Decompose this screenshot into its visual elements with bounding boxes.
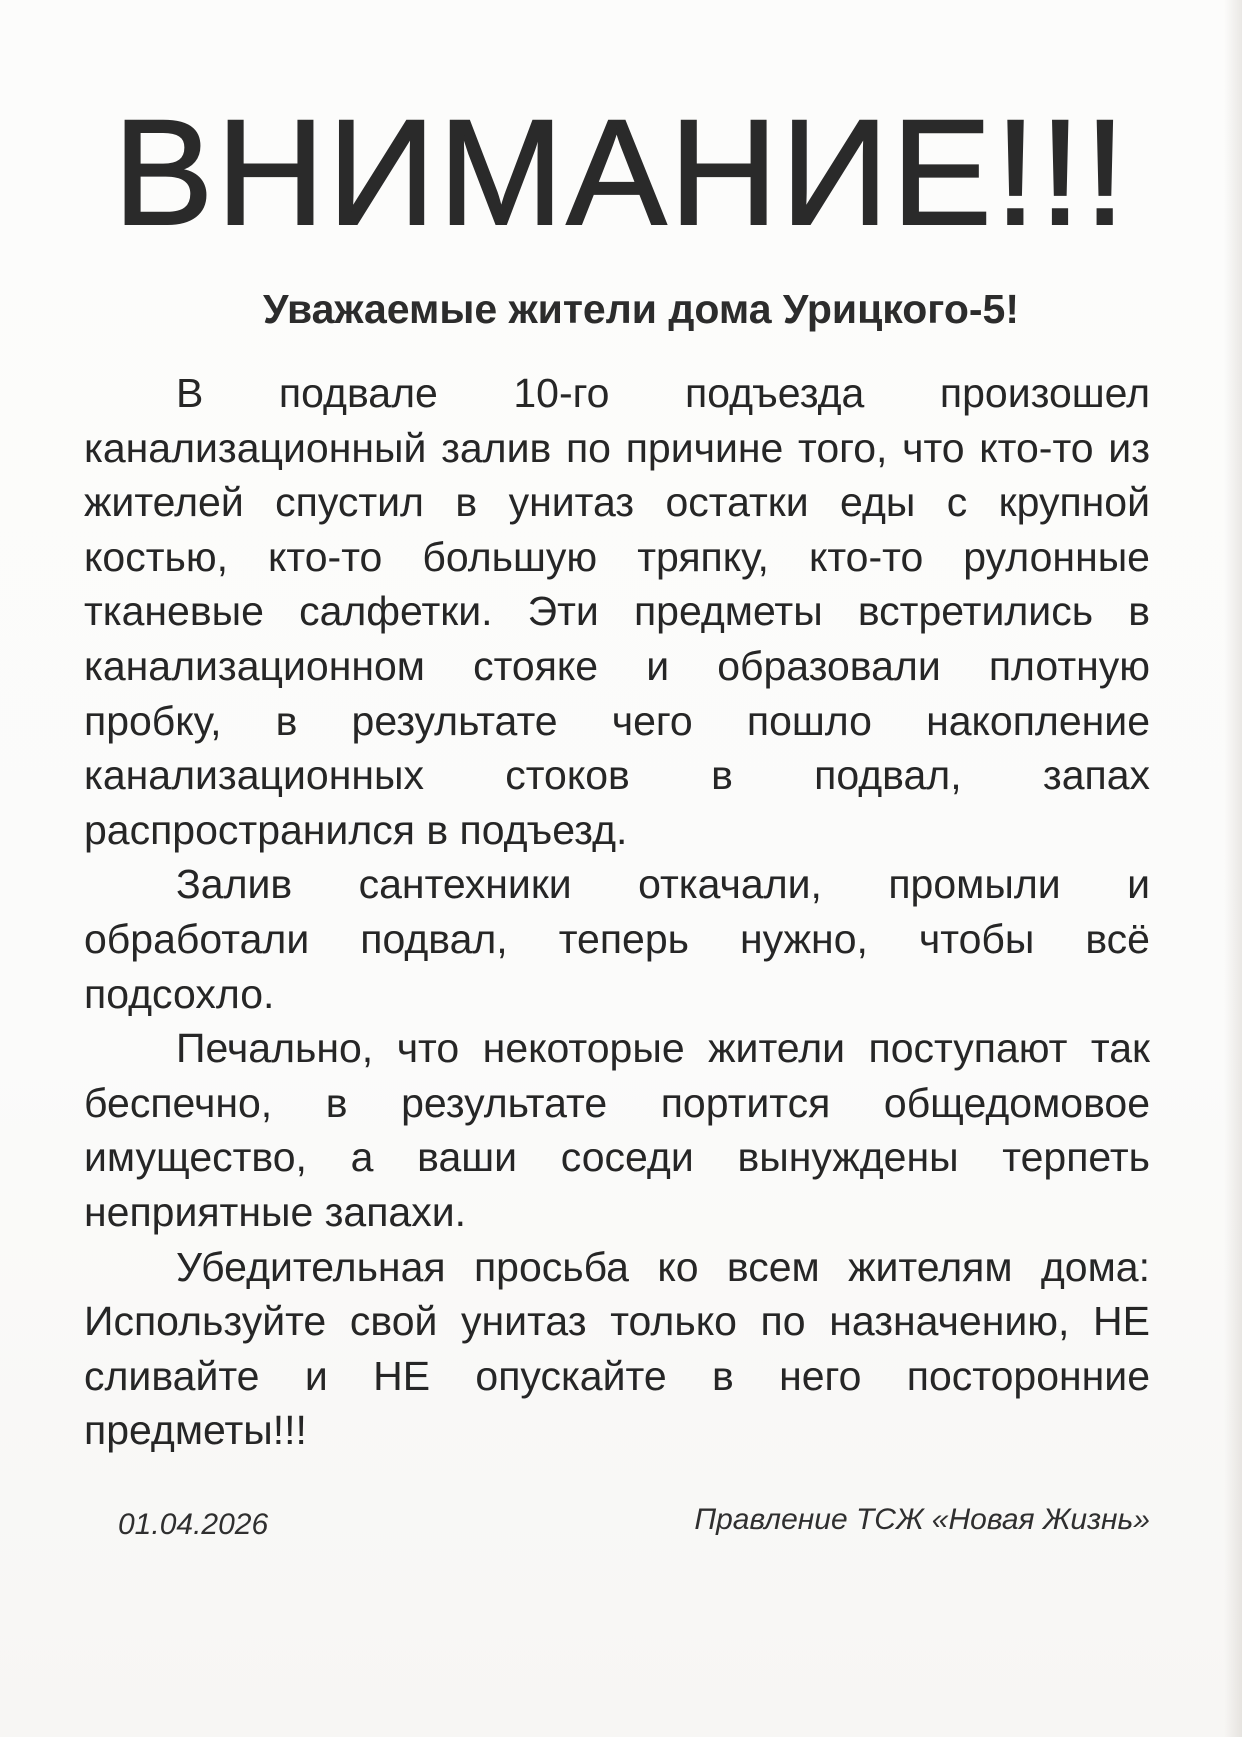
notice-paragraph: Убедительная просьба ко всем жителям дома: Используйте свой унитаз только по назначению, НЕ сливайте и НЕ опускайте в него посторонние предметы!!! — [84, 1243, 1150, 1454]
notice-paragraph: Залив сантехники откачали, промыли и обработали подвал, теперь нужно, чтобы всё подсохло. — [84, 861, 1150, 1017]
notice-body — [84, 366, 1150, 1458]
notice-paragraph: Печально, что некоторые жители поступают так беспечно, в результате портится общедомовое имущество, а ваши соседи вынуждены терпеть неприятные запахи. — [84, 1025, 1150, 1235]
notice-title: ВНИМАНИЕ!!! — [113, 88, 1129, 256]
paper-edge-shadow — [1224, 0, 1242, 1737]
notice-signature: Правление ТСЖ «Новая Жизнь» — [694, 1503, 1150, 1536]
notice-date: 01.04.2026 — [118, 1508, 269, 1541]
notice-paragraph: В подвале 10-го подъезда произошел канализационный залив по причине того, что кто-то из жителей спустил в унитаз остатки еды с крупной костью, кто-то большую тряпку, кто-то рулонные тканевые салфетки. Эти предметы встретились в канализационном стояке и образовали плотную пробку, в результате чего пошло накопление канализационных стоков в подвал, запах распространился в подъезд. — [84, 370, 1150, 853]
notice-greeting: Уважаемые жители дома Урицкого-5! — [263, 286, 1019, 332]
